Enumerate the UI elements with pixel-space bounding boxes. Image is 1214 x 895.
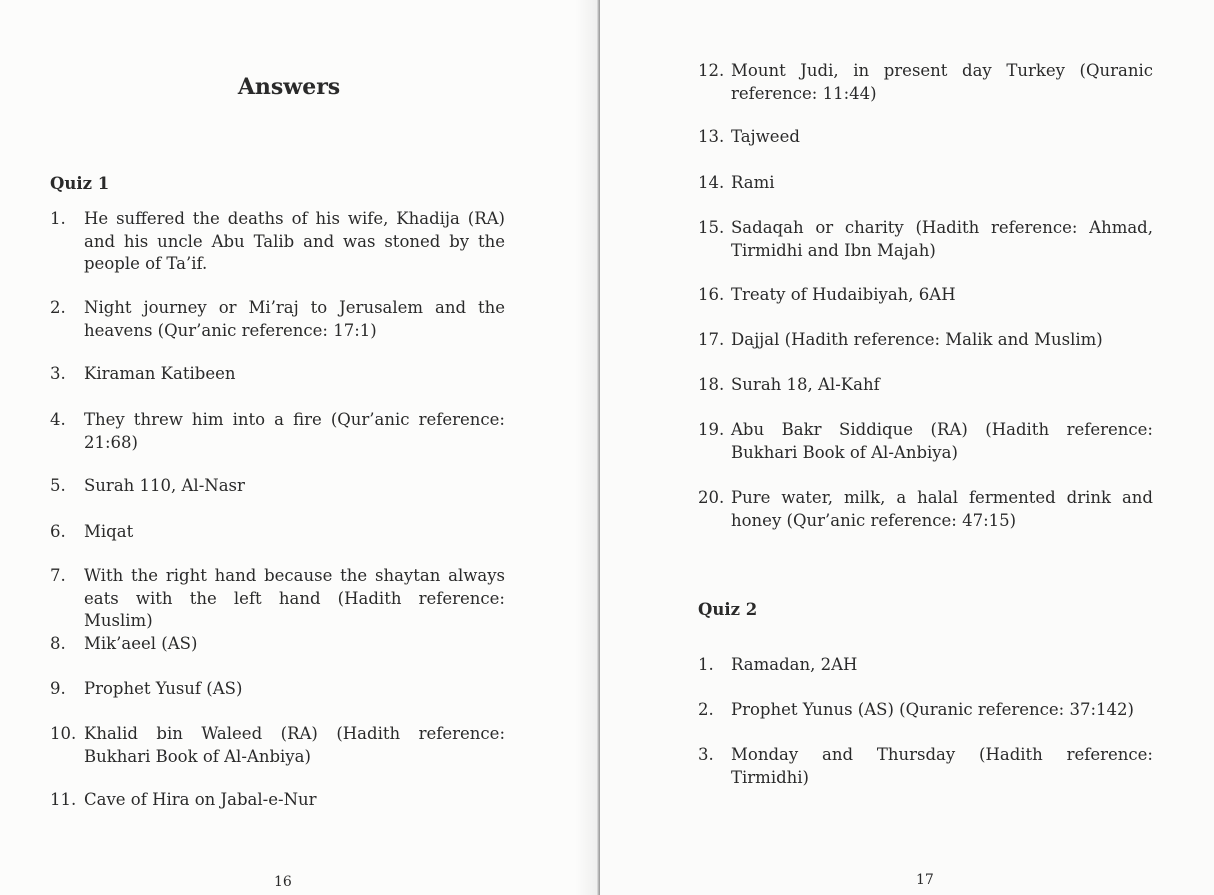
answer-number: 12. bbox=[698, 61, 725, 80]
answer-number: 1. bbox=[50, 209, 66, 228]
answer-text: Ramadan, 2AH bbox=[731, 655, 858, 674]
answer-number: 9. bbox=[50, 679, 66, 698]
answer-text: Tajweed bbox=[731, 127, 800, 146]
quiz-1-heading: Quiz 1 bbox=[50, 174, 110, 193]
answer-text: Mik’aeel (AS) bbox=[84, 634, 198, 653]
answer-number: 19. bbox=[698, 420, 725, 439]
gutter-shadow bbox=[575, 0, 597, 895]
answer-number: 11. bbox=[50, 790, 77, 809]
answer-text: Surah 110, Al-Nasr bbox=[84, 476, 245, 495]
answer-text: Monday and Thursday (Hadith reference: Tirmidhi) bbox=[731, 745, 1153, 787]
answer-number: 7. bbox=[50, 566, 66, 585]
answer-text: Surah 18, Al-Kahf bbox=[731, 375, 880, 394]
answer-number: 6. bbox=[50, 522, 66, 541]
answer-text: Rami bbox=[731, 173, 775, 192]
answer-text: Pure water, milk, a halal fermented drink and honey (Qur’anic reference: 47:15) bbox=[731, 488, 1153, 530]
answer-number: 2. bbox=[50, 298, 66, 317]
answer-text: Dajjal (Hadith reference: Malik and Muslim) bbox=[731, 330, 1103, 349]
answer-text: Treaty of Hudaibiyah, 6AH bbox=[731, 285, 956, 304]
answer-number: 20. bbox=[698, 488, 725, 507]
answer-number: 18. bbox=[698, 375, 725, 394]
page-number: 17 bbox=[916, 872, 934, 888]
answer-text: Sadaqah or charity (Hadith reference: Ahmad, Tirmidhi and Ibn Majah) bbox=[731, 218, 1153, 260]
page-title: Answers bbox=[237, 74, 341, 100]
answer-number: 17. bbox=[698, 330, 725, 349]
answer-text: Prophet Yunus (AS) (Quranic reference: 37:142) bbox=[731, 700, 1134, 719]
answer-text: Prophet Yusuf (AS) bbox=[84, 679, 243, 698]
answer-number: 16. bbox=[698, 285, 725, 304]
answer-number: 8. bbox=[50, 634, 66, 653]
answer-number: 14. bbox=[698, 173, 725, 192]
answer-text: They threw him into a fire (Qur’anic reference: 21:68) bbox=[84, 410, 505, 452]
answer-number: 13. bbox=[698, 127, 725, 146]
right-page bbox=[600, 0, 1214, 895]
answer-text: He suffered the deaths of his wife, Khadija (RA) and his uncle Abu Talib and was stoned by the people of Ta’if. bbox=[84, 209, 505, 273]
answer-number: 1. bbox=[698, 655, 714, 674]
quiz-2-heading: Quiz 2 bbox=[698, 600, 758, 619]
answer-text: Miqat bbox=[84, 522, 134, 541]
answer-text: With the right hand because the shaytan always eats with the left hand (Hadith reference: Muslim) bbox=[84, 566, 505, 630]
answer-number: 5. bbox=[50, 476, 66, 495]
answer-text: Night journey or Mi’raj to Jerusalem and the heavens (Qur’anic reference: 17:1) bbox=[84, 298, 505, 340]
answer-number: 10. bbox=[50, 724, 77, 743]
answer-text: Cave of Hira on Jabal-e-Nur bbox=[84, 790, 317, 809]
left-page bbox=[0, 0, 598, 895]
answer-number: 15. bbox=[698, 218, 725, 237]
page-number: 16 bbox=[274, 874, 292, 890]
answer-number: 3. bbox=[698, 745, 714, 764]
answer-text: Mount Judi, in present day Turkey (Quranic reference: 11:44) bbox=[731, 61, 1153, 103]
answer-text: Khalid bin Waleed (RA) (Hadith reference: Bukhari Book of Al-Anbiya) bbox=[84, 724, 505, 766]
answer-number: 4. bbox=[50, 410, 66, 429]
answer-text: Kiraman Katibeen bbox=[84, 364, 236, 383]
answer-number: 3. bbox=[50, 364, 66, 383]
answer-number: 2. bbox=[698, 700, 714, 719]
answer-text: Abu Bakr Siddique (RA) (Hadith reference: Bukhari Book of Al-Anbiya) bbox=[731, 420, 1153, 462]
